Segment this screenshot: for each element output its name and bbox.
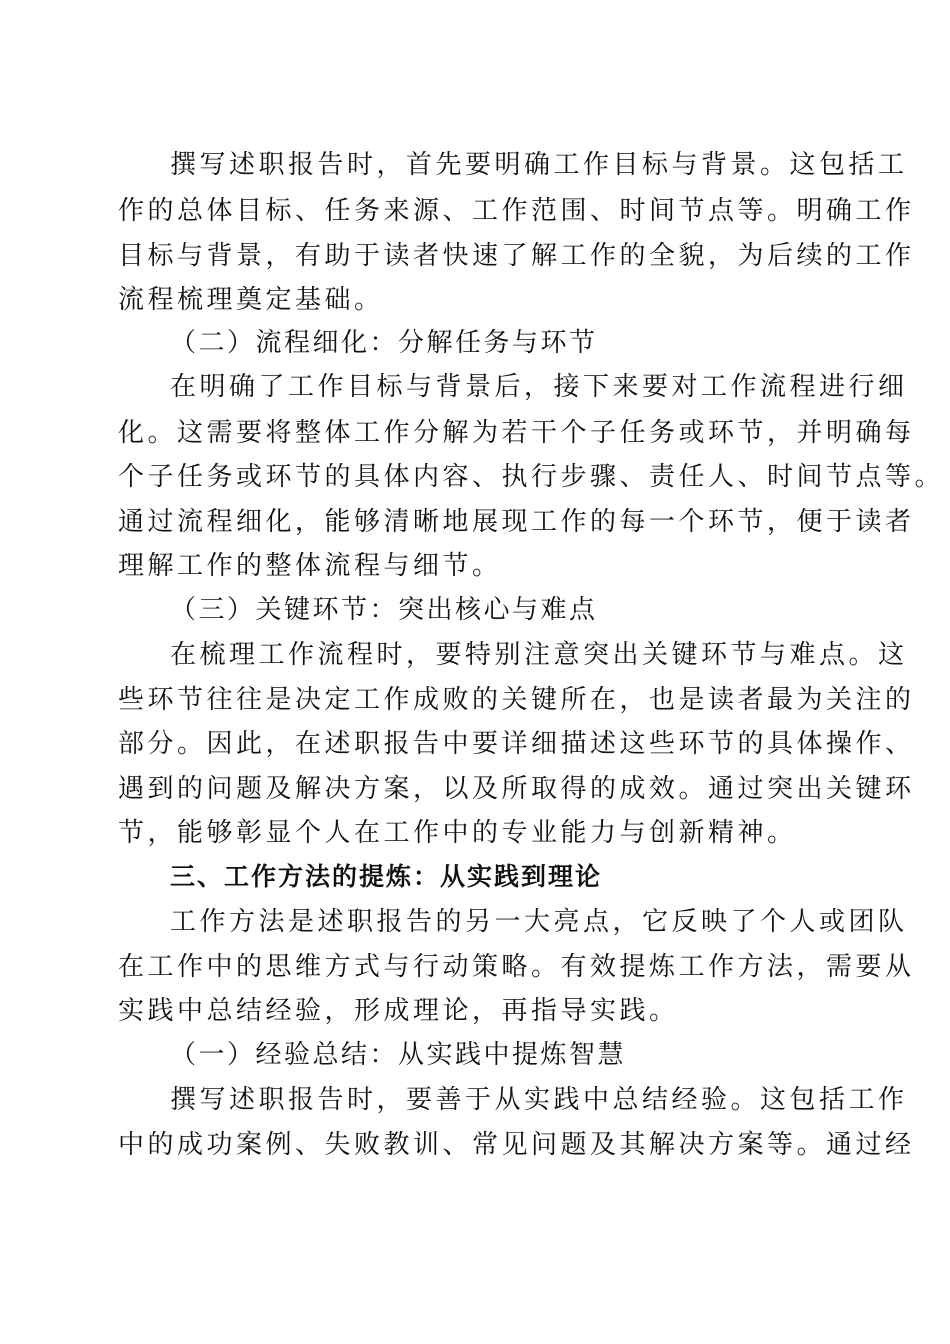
paragraph-line: 部分。因此，在述职报告中要详细描述这些环节的具体操作、 xyxy=(118,729,915,759)
paragraph-line: 实践中总结经验，形成理论，再指导实践。 xyxy=(118,996,679,1026)
paragraph-line: 目标与背景，有助于读者快速了解工作的全貌，为后续的工作 xyxy=(118,241,915,271)
paragraph-line: 在梳理工作流程时，要特别注意突出关键环节与难点。这 xyxy=(170,640,908,670)
paragraph-line: 撰写述职报告时，首先要明确工作目标与背景。这包括工 xyxy=(170,150,908,180)
paragraph-line: 些环节往往是决定工作成败的关键所在，也是读者最为关注的 xyxy=(118,685,915,715)
paragraph-line: 理解工作的整体流程与细节。 xyxy=(118,551,502,581)
paragraph-line: 流程梳理奠定基础。 xyxy=(118,285,384,315)
paragraph-line: 中的成功案例、失败教训、常见问题及其解决方案等。通过经 xyxy=(118,1130,915,1160)
paragraph-line: 作的总体目标、任务来源、工作范围、时间节点等。明确工作 xyxy=(118,196,915,226)
section-heading: （三）关键环节：突出核心与难点 xyxy=(170,595,598,625)
paragraph-line: 在明确了工作目标与背景后，接下来要对工作流程进行细 xyxy=(170,372,908,402)
section-heading: （一）经验总结：从实践中提炼智慧 xyxy=(170,1040,627,1070)
paragraph-line: 遇到的问题及解决方案，以及所取得的成效。通过突出关键环 xyxy=(118,774,915,804)
paragraph-line: 节，能够彰显个人在工作中的专业能力与创新精神。 xyxy=(118,818,797,848)
paragraph-line: 工作方法是述职报告的另一大亮点，它反映了个人或团队 xyxy=(170,907,908,937)
paragraph-line: 化。这需要将整体工作分解为若干个子任务或环节，并明确每 xyxy=(118,418,915,448)
paragraph-line: 撰写述职报告时，要善于从实践中总结经验。这包括工作 xyxy=(170,1085,908,1115)
paragraph-line: 通过流程细化，能够清晰地展现工作的每一个环节，便于读者 xyxy=(118,507,915,537)
section-heading: （二）流程细化：分解任务与环节 xyxy=(170,328,598,358)
chapter-heading: 三、工作方法的提炼：从实践到理论 xyxy=(170,862,603,891)
paragraph-line: 在工作中的思维方式与行动策略。有效提炼工作方法，需要从 xyxy=(118,952,915,982)
paragraph-line: 个子任务或环节的具体内容、执行步骤、责任人、时间节点等。 xyxy=(118,462,945,492)
